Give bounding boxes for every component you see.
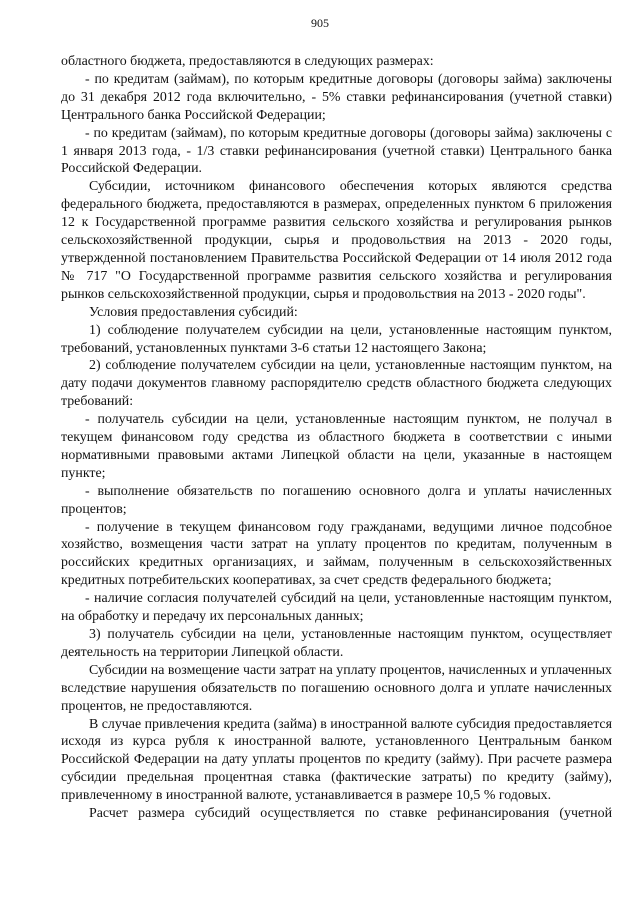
paragraph-condition-2: 2) соблюдение получателем субсидии на цели, установленные настоящим пунктом, на дату подачи документов главному распорядителю средств областного бюджета следующих требований:: [61, 358, 612, 410]
paragraph-requirement-obligations: - выполнение обязательств по погашению основного долга и уплаты начисленных процентов;: [61, 483, 612, 517]
paragraph-requirement-no-other-funds: - получатель субсидии на цели, установленные настоящим пунктом, не получал в текущем финансовом году средства из областного бюджета в соответствии с иными нормативными правовыми актами Липецкой области на цели, указанные в настоящем пункте;: [61, 412, 612, 481]
paragraph-calculation: Расчет размера субсидий осуществляется по ставке рефинансирования (учетной: [89, 806, 612, 822]
paragraph-loans-from-2013: - по кредитам (займам), по которым кредитные договоры (договоры займа) заключены с 1 января 2013 года, - 1/3 ставки рефинансирования (учетной ставки) Центрального банка Российской Федерации.: [61, 125, 612, 177]
paragraph-conditions-heading: Условия предоставления субсидий:: [89, 304, 298, 320]
paragraph-condition-3: 3) получатель субсидии на цели, установленные настоящим пунктом, осуществляет деятельность на территории Липецкой области.: [61, 627, 612, 660]
paragraph-penalty-interest: Субсидии на возмещение части затрат на уплату процентов, начисленных и уплаченных вследствие нарушения обязательств по погашению основного долга и уплате начисленных процентов, не предоставляются.: [61, 662, 612, 714]
paragraph-loans-before-2013: - по кредитам (займам), по которым кредитные договоры (договоры займа) заключены до 31 декабря 2012 года включительно, - 5% ставки рефинансирования (учетной ставки) Центрального банка Российской Федерации;: [61, 71, 612, 123]
paragraph-budget-sizes: областного бюджета, предоставляются в следующих размерах:: [61, 54, 434, 69]
paragraph-condition-1: 1) соблюдение получателем субсидии на цели, установленные настоящим пунктом, требований, установленных пунктами 3-6 статьи 12 настоящего Закона;: [61, 322, 612, 356]
page-number: 905: [311, 16, 329, 30]
document-body: [61, 53, 612, 823]
paragraph-federal-subsidies: Субсидии, источником финансового обеспечения которых являются средства федерального бюджета, предоставляются в размерах, определенных пунктом 6 приложения 12 к Государственной программе развития сельского хозяйства и регулирования рынков сельскохозяйственной продукции, сырья и продовольствия на 2013 - 2020 годы, утвержденной постановлением Правительства Российской Федерации от 14 июля 2012 года № 717 "О Государственной программе развития сельского хозяйства и регулирования рынков сельскохозяйственной продукции, сырья и продовольствия на 2013 - 2020 годы".: [61, 179, 612, 302]
paragraph-requirement-consent: - наличие согласия получателей субсидий на цели, установленные настоящим пунктом, на обработку и передачу их персональных данных;: [61, 591, 612, 625]
paragraph-requirement-personal-farms: - получение в текущем финансовом году гражданами, ведущими личное подсобное хозяйство, возмещения части затрат на уплату процентов по кредитам, полученным в российских кредитных организациях, и займам, полученным в сельскохозяйственных кредитных потребительских кооперативах, за счет средств федерального бюджета;: [61, 519, 612, 589]
paragraph-foreign-currency: В случае привлечения кредита (займа) в иностранной валюте субсидия предоставляется исходя из курса рубля к иностранной валюте, установленного Центральным банком Российской Федерации на дату уплаты процентов по кредиту (займу). При расчете размера субсидии предельная процентная ставка (фактические затраты) по кредиту (займу), привлеченному в иностранной валюте, устанавливается в размере 10,5 % годовых.: [61, 716, 612, 804]
